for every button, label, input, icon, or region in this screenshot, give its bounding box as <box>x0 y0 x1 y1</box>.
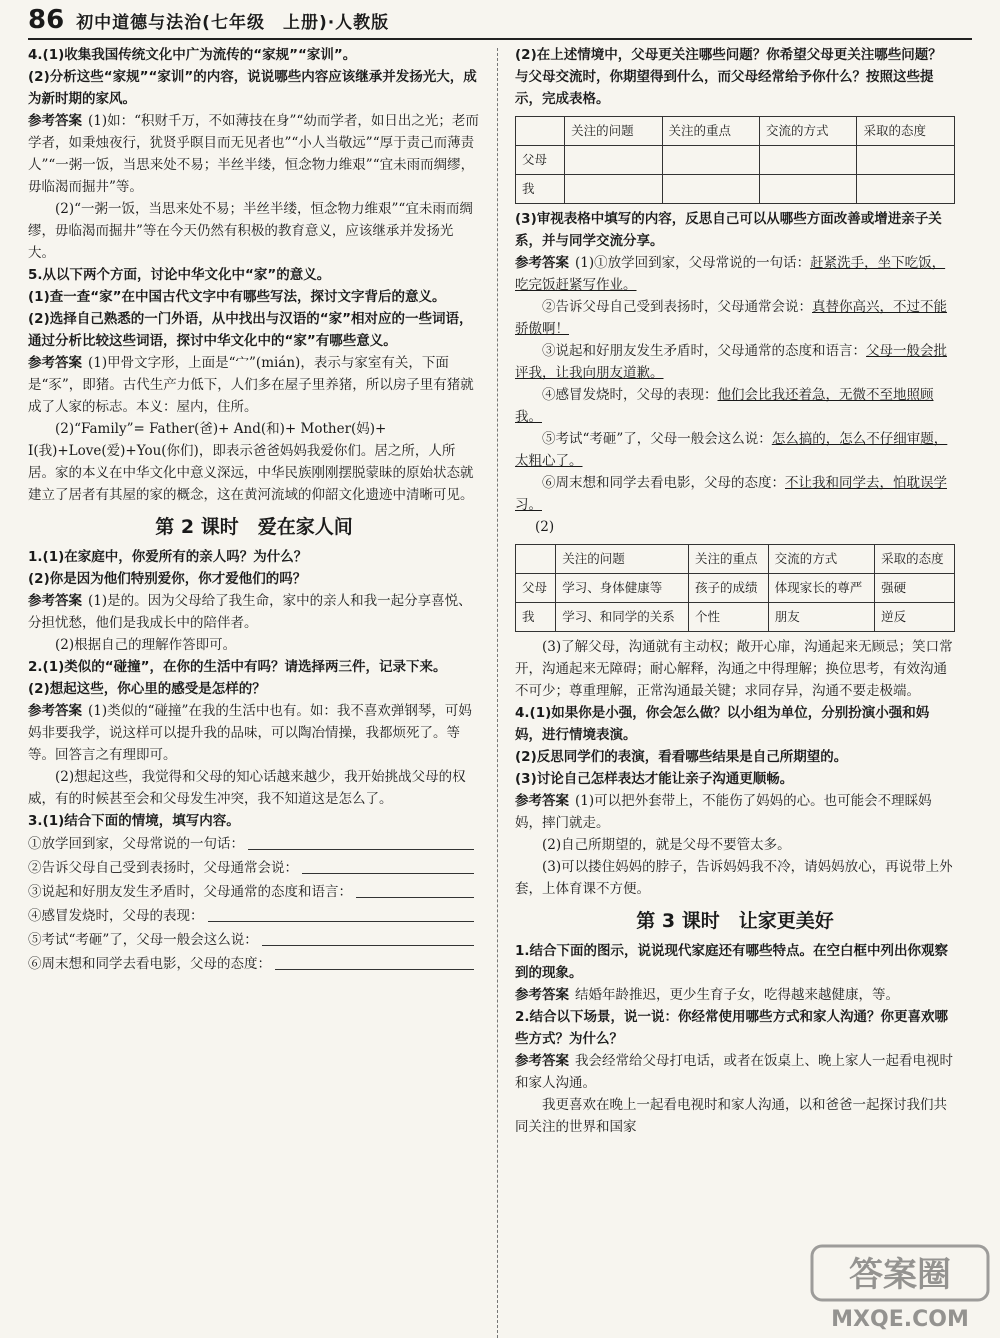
question-4-1: 4.(1)收集我国传统文化中广为流传的“家规”“家训”。 <box>28 47 357 63</box>
table-header-cell: 采取的态度 <box>857 117 955 146</box>
table-header-cell: 关注的重点 <box>688 545 768 574</box>
left-column <box>28 44 480 976</box>
answer-label: 参考答案 <box>28 113 82 129</box>
answer-3-1-1: 赶紧洗手，坐下吃饭，吃完饭赶紧写作业。 <box>515 255 946 293</box>
answer-4-2: (2)“一粥一饭，当思来处不易；半丝半缕，恒念物力维艰”“宜未雨而绸缪，毋临渴而掘井”等在今天仍然有积极的教育意义，应该继承并发扬光大。 <box>28 201 473 261</box>
blank-line[interactable] <box>248 832 474 850</box>
l2-question-3-1: 3.(1)结合下面的情境，填写内容。 <box>28 813 240 829</box>
blank-line[interactable] <box>275 952 474 970</box>
answer-label: 参考答案 <box>28 593 82 609</box>
answer-label: 参考答案 <box>515 793 569 809</box>
question-3-3: (3)审视表格中填写的内容，反思自己可以从哪些方面改善或增进亲子关系，并与同学交流分享。 <box>515 211 942 249</box>
l2-answer-2-2: (2)想起这些，我觉得和父母的知心话越来越少，我开始挑战父母的权威，有的时候甚至会和父母发生冲突，我不知道这是怎么了。 <box>28 769 466 807</box>
table-cell: 逆反 <box>875 603 955 632</box>
column-divider <box>497 48 498 1338</box>
answer-4-3: (3)可以搂住妈妈的脖子，告诉妈妈我不冷，请妈妈放心，再说带上外套，上体育课不方便。 <box>515 859 953 897</box>
question-4-1: 4.(1)如果你是小强，你会怎么做？以小组为单位，分别扮演小强和妈妈，进行情境表演。 <box>515 705 930 743</box>
right-column: (2)在上述情境中，父母更关注哪些问题？你希望父母更关注哪些问题？与父母交流时，你期望得到什么，而父母经常给予你什么？按照这些提示，完成表格。 关注的问题 关注的重点 交流的方式 采取的态度 父母 我 (3)审视表格中填写的内容，反思自己可以从哪些方面改善或增进亲子关系，并与同学交流分享。 参考答案 (1)①放学回到家，父母常说的一句话：赶紧洗手，坐下吃饭，吃完饭赶紧写作业。 ②告诉父母自己受到表扬时，父母通常会说：真替你高兴，不过不能骄傲啊！ ③说起和好朋友发生矛盾时，父母通常的态度和语言：父母一般会批评我，让我向朋友道歉。 ④感冒发烧时，父母的表现：他们会比我还着急，无微不至地照顾我。 ⑤考试“考砸”了，父母一般会这么说：怎么搞的，怎么不仔细审题，太粗心了。 ⑥周末想和同学去看电影，父母的态度：不让我和同学去，怕耽误学习。 (2) 关注的问题 关注的重点 交流的方式 采取的态度 父母 学习、身体健康等 孩子的成绩 体现家长的尊严 强硬 我 学习、和同学的关系 个性 朋友 逆反 (3)了解父母，沟通就有主动权；敞开心扉，沟通起来无顾忌；笑口常开，沟通起来无障碍；耐心解释，沟通之中得理解；换位思考，有效沟通不可少；尊重理解，正常沟通最关键；求同存异，沟通不要走极端。 4.(1)如果你是小强，你会怎么做？以小组为单位，分别扮演小强和妈妈，进行情境表演。 (2)反思同学们的表演，看看哪些结果是自己所期望的。 (3)讨论自己怎样表达才能让亲子沟通更顺畅。 参考答案 (1)可以把外套带上，不能伤了妈妈的心。也可能会不理睬妈妈，摔门就走。 (2)自己所期望的，就是父母不要管太多。 (3)可以搂住妈妈的脖子，告诉妈妈我不冷，请妈妈放心，再说带上外套，上体育课不方便。 第 3 课时 让家更美好 1.结合下面的图示，说说现代家庭还有哪些特点。在空白框中列出你观察到的现象。 参考答案 结婚年龄推迟，更少生育子女，吃得越来越健康，等。 2.结合以下场景，说一说：你经常使用哪些方式和家人沟通？你更喜欢哪些方式？为什么？ 参考答案 我会经常给父母打电话，或者在饭桌上、晚上家人一起看电视时和家人沟通。 我更喜欢在晚上一起看电视时和家人沟通，以和爸爸一起探讨我们共同关注的世界和国家 <box>515 44 955 1138</box>
blank-table <box>515 116 955 204</box>
table-row <box>516 603 955 632</box>
answer-3-1-3: 父母一般会批评我，让我向朋友道歉。 <box>515 343 947 381</box>
l2-answer-1-1: (1)是的。因为父母给了我生命，家中的亲人和我一起分享喜悦、分担忧愁，他们是我成长中的陪伴者。 <box>28 593 472 631</box>
table-cell[interactable] <box>662 146 759 175</box>
question-3-2: (2)在上述情境中，父母更关注哪些问题？你希望父母更关注哪些问题？与父母交流时，你期望得到什么，而父母经常给予你什么？按照这些提示，完成表格。 <box>515 47 942 107</box>
l2-question-1-1: 1.(1)在家庭中，你爱所有的亲人吗？为什么？ <box>28 549 308 565</box>
lesson-2-title: 第 2 课时 爱在家人间 <box>155 516 353 538</box>
table-cell: 朋友 <box>768 603 874 632</box>
question-5-2: (2)选择自己熟悉的一门外语，从中找出与汉语的“家”相对应的一些词语，通过分析比较这些词语，探讨中华文化中的“家”有哪些意义。 <box>28 311 473 349</box>
question-4-2: (2)反思同学们的表演，看看哪些结果是自己所期望的。 <box>515 749 848 765</box>
fill-item: ②告诉父母自己受到表扬时，父母通常会说： <box>28 856 480 880</box>
table-header-cell: 关注的问题 <box>565 117 662 146</box>
answer-label: 参考答案 <box>515 1053 569 1069</box>
l2-question-1-2: (2)你是因为他们特别爱你，你才爱他们的吗？ <box>28 571 307 587</box>
answer-4-2: (2)自己所期望的，就是父母不要管太多。 <box>542 837 791 853</box>
fill-item: ⑤考试“考砸”了，父母一般会这么说： <box>28 928 480 952</box>
table-cell: 父母 <box>516 574 556 603</box>
table-cell[interactable] <box>565 146 662 175</box>
answer-3-3: (3)了解父母，沟通就有主动权；敞开心扉，沟通起来无顾忌；笑口常开，沟通起来无障碍；耐心解释，沟通之中得理解；换位思考，有效沟通不可少；尊重理解，正常沟通最关键；求同存异，沟通不要走极端。 <box>515 639 953 699</box>
answer-3-1-2: 真替你高兴，不过不能骄傲啊！ <box>515 299 947 337</box>
table-row-label: 我 <box>516 175 565 204</box>
answer-3-2-label: (2) <box>535 519 555 535</box>
answer-label: 参考答案 <box>28 703 82 719</box>
l3-question-2: 2.结合以下场景，说一说：你经常使用哪些方式和家人沟通？你更喜欢哪些方式？为什么？ <box>515 1009 949 1047</box>
table-header-cell: 关注的重点 <box>662 117 759 146</box>
table-cell: 个性 <box>688 603 768 632</box>
table-cell: 孩子的成绩 <box>688 574 768 603</box>
blank-line[interactable] <box>208 904 475 922</box>
answer-label: 参考答案 <box>515 255 569 271</box>
table-cell[interactable] <box>565 175 662 204</box>
answer-3-1-5: 怎么搞的，怎么不仔细审题，太粗心了。 <box>515 431 948 469</box>
l3-answer-2-2: 我更喜欢在晚上一起看电视时和家人沟通，以和爸爸一起探讨我们共同关注的世界和国家 <box>515 1097 947 1135</box>
table-row-label: 父母 <box>516 146 565 175</box>
table-header-cell: 交流的方式 <box>768 545 874 574</box>
table-header-cell <box>516 545 556 574</box>
blank-line[interactable] <box>356 880 474 898</box>
table-header-cell <box>516 117 565 146</box>
watermark-text-top: 答案圈 <box>849 1255 951 1295</box>
answer-4-1: (1)可以把外套带上，不能伤了妈妈的心。也可能会不理睬妈妈，摔门就走。 <box>515 793 932 831</box>
l3-question-1: 1.结合下面的图示，说说现代家庭还有哪些特点。在空白框中列出你观察到的现象。 <box>515 943 949 981</box>
answer-table <box>515 544 955 632</box>
table-cell: 我 <box>516 603 556 632</box>
watermark-logo <box>810 1242 990 1332</box>
watermark-text-bottom: MXQE.COM <box>831 1307 969 1332</box>
book-title: 初中道德与法治(七年级 上册)·人教版 <box>76 12 390 33</box>
l2-question-2-2: (2)想起这些，你心里的感受是怎样的？ <box>28 681 266 697</box>
lesson-3-title: 第 3 课时 让家更美好 <box>636 910 834 932</box>
page-header <box>28 2 972 40</box>
answer-5-2: (2)“Family”= Father(爸)+ And(和)+ Mother(妈)+ I(我)+Love(爱)+You(你们)，即表示爸爸妈妈我爱你们。居之所，人所居。家的本义在中华文化中意义深远，中华民族刚刚摆脱蒙昧的原始状态就建立了居者有其屋的家的概念，这在黄河流域的仰韶文化遗迹中清晰可见。 <box>28 421 474 503</box>
l3-answer-1: 结婚年龄推迟，更少生育子女，吃得越来越健康，等。 <box>575 987 899 1003</box>
question-4-3: (3)讨论自己怎样表达才能让亲子沟通更顺畅。 <box>515 771 794 787</box>
table-cell: 体现家长的尊严 <box>768 574 874 603</box>
blank-line[interactable] <box>302 856 474 874</box>
question-5-1: (1)查一查“家”在中国古代文字中有哪些写法，探讨文字背后的意义。 <box>28 289 446 305</box>
fill-item: ④感冒发烧时，父母的表现： <box>28 904 480 928</box>
table-cell: 强硬 <box>875 574 955 603</box>
table-cell: 学习、和同学的关系 <box>556 603 689 632</box>
table-cell[interactable] <box>760 146 857 175</box>
table-cell[interactable] <box>662 175 759 204</box>
l2-question-2-1: 2.(1)类似的“碰撞”，在你的生活中有吗？请选择两三件，记录下来。 <box>28 659 447 675</box>
table-cell[interactable] <box>857 175 955 204</box>
table-header-cell: 交流的方式 <box>760 117 857 146</box>
table-cell[interactable] <box>760 175 857 204</box>
fill-item: ③说起和好朋友发生矛盾时，父母通常的态度和语言： <box>28 880 480 904</box>
l3-answer-2-1: 我会经常给父母打电话，或者在饭桌上、晚上家人一起看电视时和家人沟通。 <box>515 1053 953 1091</box>
table-header-cell: 采取的态度 <box>875 545 955 574</box>
table-cell: 学习、身体健康等 <box>556 574 689 603</box>
answer-3-1-4: 他们会比我还着急，无微不至地照顾我。 <box>515 387 934 425</box>
answer-label: 参考答案 <box>28 355 82 371</box>
table-cell[interactable] <box>857 146 955 175</box>
fill-item: ①放学回到家，父母常说的一句话： <box>28 832 480 856</box>
page-number: 86 <box>28 5 65 35</box>
blank-line[interactable] <box>262 928 474 946</box>
answer-5-1: (1)甲骨文字形，上面是“宀”(mián)，表示与家室有关，下面是“豕”，即猪。古代生产力低下，人们多在屋子里养猪，所以房子里有猪就成了人家的标志。本义：屋内，住所。 <box>28 355 474 415</box>
fill-item: ⑥周末想和同学去看电影，父母的态度： <box>28 952 480 976</box>
l2-answer-2-1: (1)类似的“碰撞”在我的生活中也有。如：我不喜欢弹钢琴，可妈妈非要我学，说这样可以提升我的品味，可以陶冶情操，我都烦死了。等等。回答言之有理即可。 <box>28 703 472 763</box>
answer-4-1: (1)如：“积财千万，不如薄技在身”“幼而学者，如日出之光；老而学者，如秉烛夜行，犹贤乎瞑目而无见者也”“小人当敬远”“厚于责己而薄责人”“一粥一饭，当思来处不易；半丝半缕，恒念物力维艰”“宜未雨而绸缪，毋临渴而掘井”等。 <box>28 113 479 195</box>
table-header-cell: 关注的问题 <box>556 545 689 574</box>
answer-3-1-6: 不让我和同学去，怕耽误学习。 <box>515 475 947 513</box>
question-4-2: (2)分析这些“家规”“家训”的内容，说说哪些内容应该继承并发扬光大，成为新时期的家风。 <box>28 69 477 107</box>
answer-label: 参考答案 <box>515 987 569 1003</box>
question-5: 5.从以下两个方面，讨论中华文化中“家”的意义。 <box>28 267 331 283</box>
table-row <box>516 574 955 603</box>
l2-answer-1-2: (2)根据自己的理解作答即可。 <box>55 637 237 653</box>
